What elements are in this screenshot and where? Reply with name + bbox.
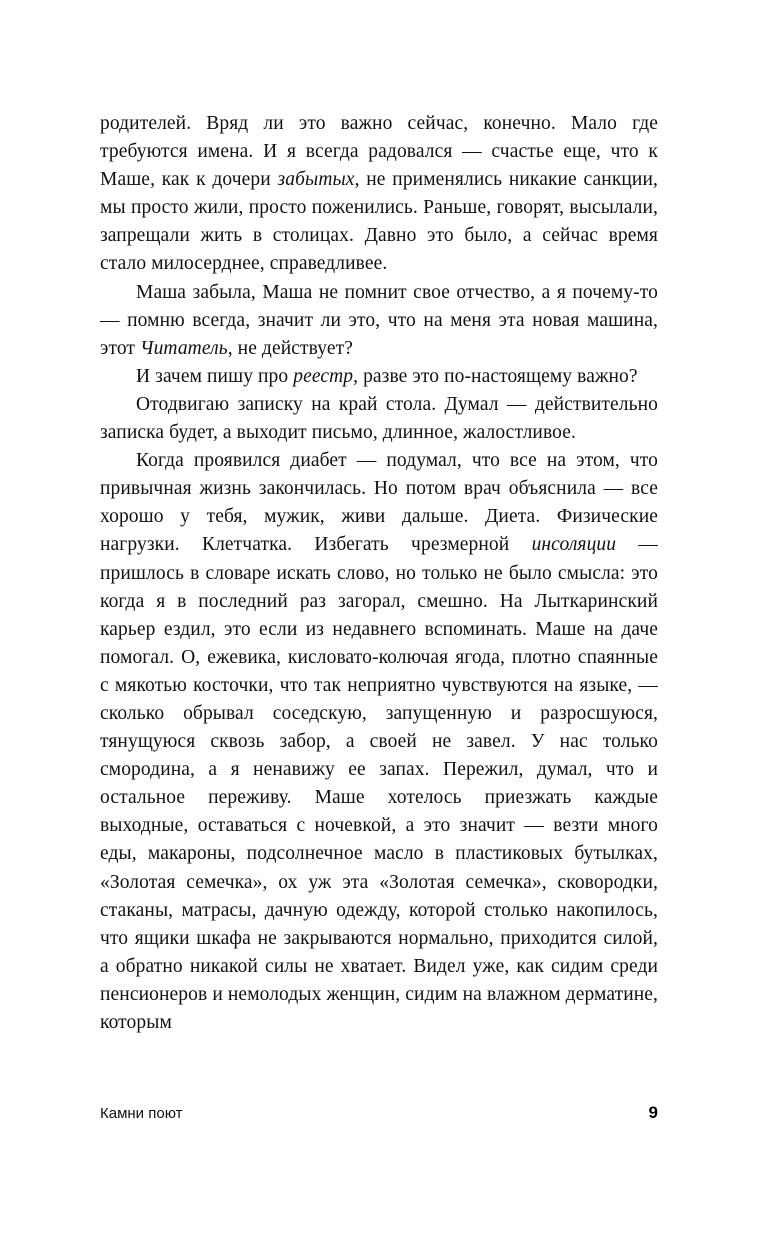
- running-title: Камни поют: [100, 1105, 183, 1122]
- paragraph: [100, 363, 658, 391]
- paragraph: [100, 447, 658, 1037]
- text-run: Отодвигаю записку на край стола. Думал — действительно записка будет, а выходит письмо, длинное, жалостливое.: [100, 393, 658, 444]
- page-footer: [100, 1103, 658, 1123]
- paragraph: [100, 279, 658, 363]
- text-run: Когда проявился диабет — подумал, что все на этом, что привычная жизнь закончилась. Но потом врач объяснила — все хорошо у тебя, мужик, живи дальше. Диета. Физические нагрузки. Клетчатка. Избегать чрезмерной: [100, 450, 658, 556]
- text-run: родителей. Вряд ли это важно сейчас, конечно. Мало где требуются имена. И я всегда радовался — счастье еще, что к Маше, как к дочери: [100, 113, 658, 191]
- text-run: , не действует?: [227, 337, 353, 359]
- text-run: , разве это по-настоящему важно?: [353, 365, 638, 387]
- italic-run: реестр: [293, 365, 354, 387]
- text-run: , не применялись никакие санкции, мы просто жили, просто поженились. Раньше, говорят, высылали, запрещали жить в столицах. Давно это было, а сейчас время стало милосерднее, справедливее.: [100, 169, 658, 275]
- paragraph: [100, 391, 658, 447]
- text-run: Маша забыла, Маша не помнит свое отчество, а я почему-то — помню всегда, значит ли это, что на меня эта новая машина, этот: [100, 281, 658, 359]
- italic-run: забытых: [277, 169, 355, 191]
- page-number: 9: [648, 1103, 658, 1122]
- text-run: — пришлось в словаре искать слово, но только не было смысла: это когда я в последний раз загорал, смешно. На Лыткаринский карьер ездил, это если из недавнего вспоминать. Маше на даче помогал. О, ежевика, кисловато-колючая ягода, плотно спаянные с мякотью косточки, что так неприятно чувствуются на языке, — сколько обрывал соседскую, запущенную и разросшуюся, тянущуюся сквозь забор, а своей не завел. У нас только смородина, а я ненавижу ее запах. Пережил, думал, что и остальное переживу. Маше хотелось приезжать каждые выходные, оставаться с ночевкой, а это значит — везти много еды, макароны, подсолнечное масло в пластиковых бутылках, «Золотая семечка», ох уж эта «Золотая семечка», сковородки, стаканы, матрасы, дачную одежду, которой столько накопилось, что ящики шкафа не закрываются нормально, приходится силой, а обратно никакой силы не хватает. Видел уже, как сидим среди пенсионеров и немолодых женщин, сидим на влажном дерматине, которым: [100, 534, 658, 1033]
- page-text: [100, 110, 658, 1037]
- italic-run: Читатель: [140, 337, 228, 359]
- text-run: И зачем пишу про: [136, 365, 294, 387]
- italic-run: инсоляции: [531, 534, 617, 556]
- paragraph: [100, 110, 658, 279]
